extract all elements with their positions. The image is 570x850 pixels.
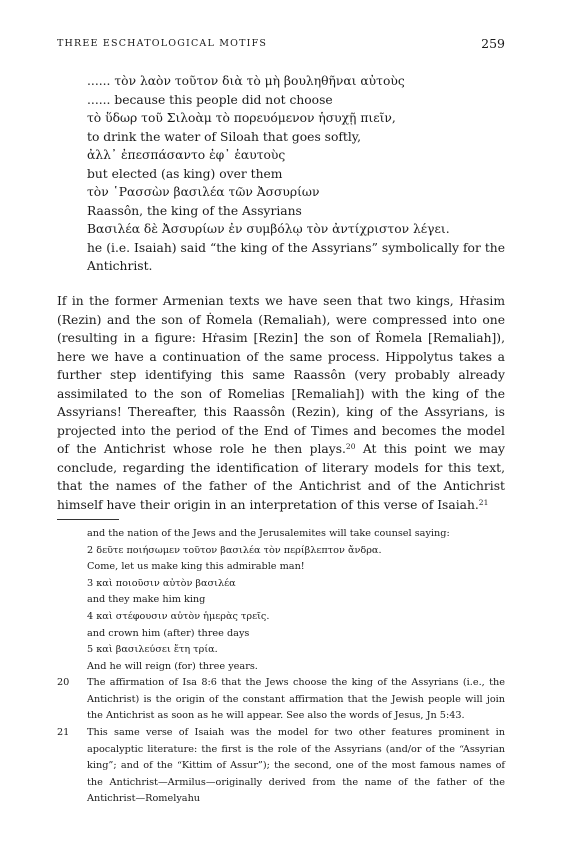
footnote-line-greek: 5 καὶ βασιλεύσει ἔτη τρία. [87, 644, 218, 656]
body-text-part-2: At this point we may conclude, regarding the identification of literary models for this text, that the names of the father of the Antichrist and of the Antichrist himself have their origin in an interpretation of this verse of Isaiah. [57, 442, 505, 513]
body-text-part-1: If in the former Armenian texts we have seen that two kings, Hṙasim (Rezin) and the son of Ṙomela (Remaliah), were compressed into one (resulting in a figure: Hṙasim [Rezin] the son of Ṙomela [Remaliah]), here we have a continuation of the same process. Hippolytus takes a further step identifying this same Raassôn (very probably already assimilated to the son of Romelias [Remaliah]) with the king of the Assyrians! Thereafter, this Raassôn (Rezin), king of the Assyrians, is projected into the period of the End of Times and becomes the model of the Antichrist whose role he then plays. [57, 294, 505, 457]
footnote-number: 21 [57, 727, 70, 738]
quote-line-greek: ...... τὸν λαὸν τοῦτον διὰ τὸ μὴ βουληθῆναι αὐτοὺς [87, 74, 405, 88]
quote-line-greek: ἀλλ᾽ ἐπεσπάσαντο ἐφ᾽ ἑαυτοὺς [87, 148, 286, 163]
quote-line-english: Raassôn, the king of the Assyrians [87, 203, 302, 218]
running-head [57, 38, 505, 52]
footnote-line: and crown him (after) three days [87, 627, 250, 639]
footnote-text: The affirmation of Isa 8:6 that the Jews choose the king of the Assyrians (i.e., the Antichrist) is the origin of the constant affirmation that the Jewish people will join the Antichrist as soon as he will appear. See also the words of Jesus, Jn 5:43. [87, 677, 505, 722]
footnote-line-greek: 2 δεῦτε ποιήσωμεν τοῦτον βασιλέα τὸν περίβλεπτον ἄνδρα. [87, 544, 382, 556]
quote-line-greek: τὸ ὕδωρ τοῦ Σιλοὰμ τὸ πορευόμενον ἡσυχῇ πιεῖν, [87, 111, 396, 126]
footnote-line: And he will reign (for) three years. [87, 660, 258, 672]
quote-line-english: to drink the water of Siloah that goes softly, [87, 129, 362, 144]
footnote-ref-21[interactable]: 21 [478, 498, 489, 508]
footnote-line: and the nation of the Jews and the Jerusalemites will take counsel saying: [87, 528, 450, 539]
footnote-separator [57, 519, 119, 520]
footnote-continuation [87, 526, 505, 675]
quote-line-english: but elected (as king) over them [87, 166, 283, 181]
body-paragraph [57, 292, 505, 515]
footnote-line: Come, let us make king this admirable man! [87, 561, 305, 573]
footnote-line-greek: 4 καὶ στέφουσιν αὐτὸν ἡμερὰς τρεῖς. [87, 610, 270, 622]
quote-line-english: ...... because this people did not choose [87, 92, 333, 107]
footnote-number: 20 [57, 677, 70, 688]
quote-line-english: he (i.e. Isaiah) said “the king of the Assyrians” symbolically for the Antichrist. [87, 240, 505, 274]
block-quote [87, 72, 505, 276]
footnote-line-greek: 3 καὶ ποιοῦσιν αὐτὸν βασιλέα [87, 577, 236, 589]
quote-line-greek: Βασιλέα δὲ Ἀσσυρίων ἐν συμβόλῳ τὸν ἀντίχριστον λέγει. [87, 222, 450, 237]
footnote-line: and they make him king [87, 594, 206, 606]
quote-line-greek: τὸν ῾Ρασσὼν βασιλέα τῶν Ἀσσυρίων [87, 185, 320, 200]
footnote-21 [57, 725, 505, 808]
page-number: 259 [481, 36, 505, 51]
running-head-title: THREE ESCHATOLOGICAL MOTIFS [57, 38, 268, 49]
footnote-20 [57, 675, 505, 725]
footnote-text: This same verse of Isaiah was the model for two other features prominent in apocalyptic literature: the first is the role of the Assyrians (and/or of the “Assyrian king”; and of the “Kittim of Assur”); the second, one of the most famous names of the Antichrist—Armilus—originally derived from the name of the father of the Antichrist—Romelyahu [87, 727, 505, 805]
footnote-ref-20[interactable]: 20 [345, 442, 356, 452]
